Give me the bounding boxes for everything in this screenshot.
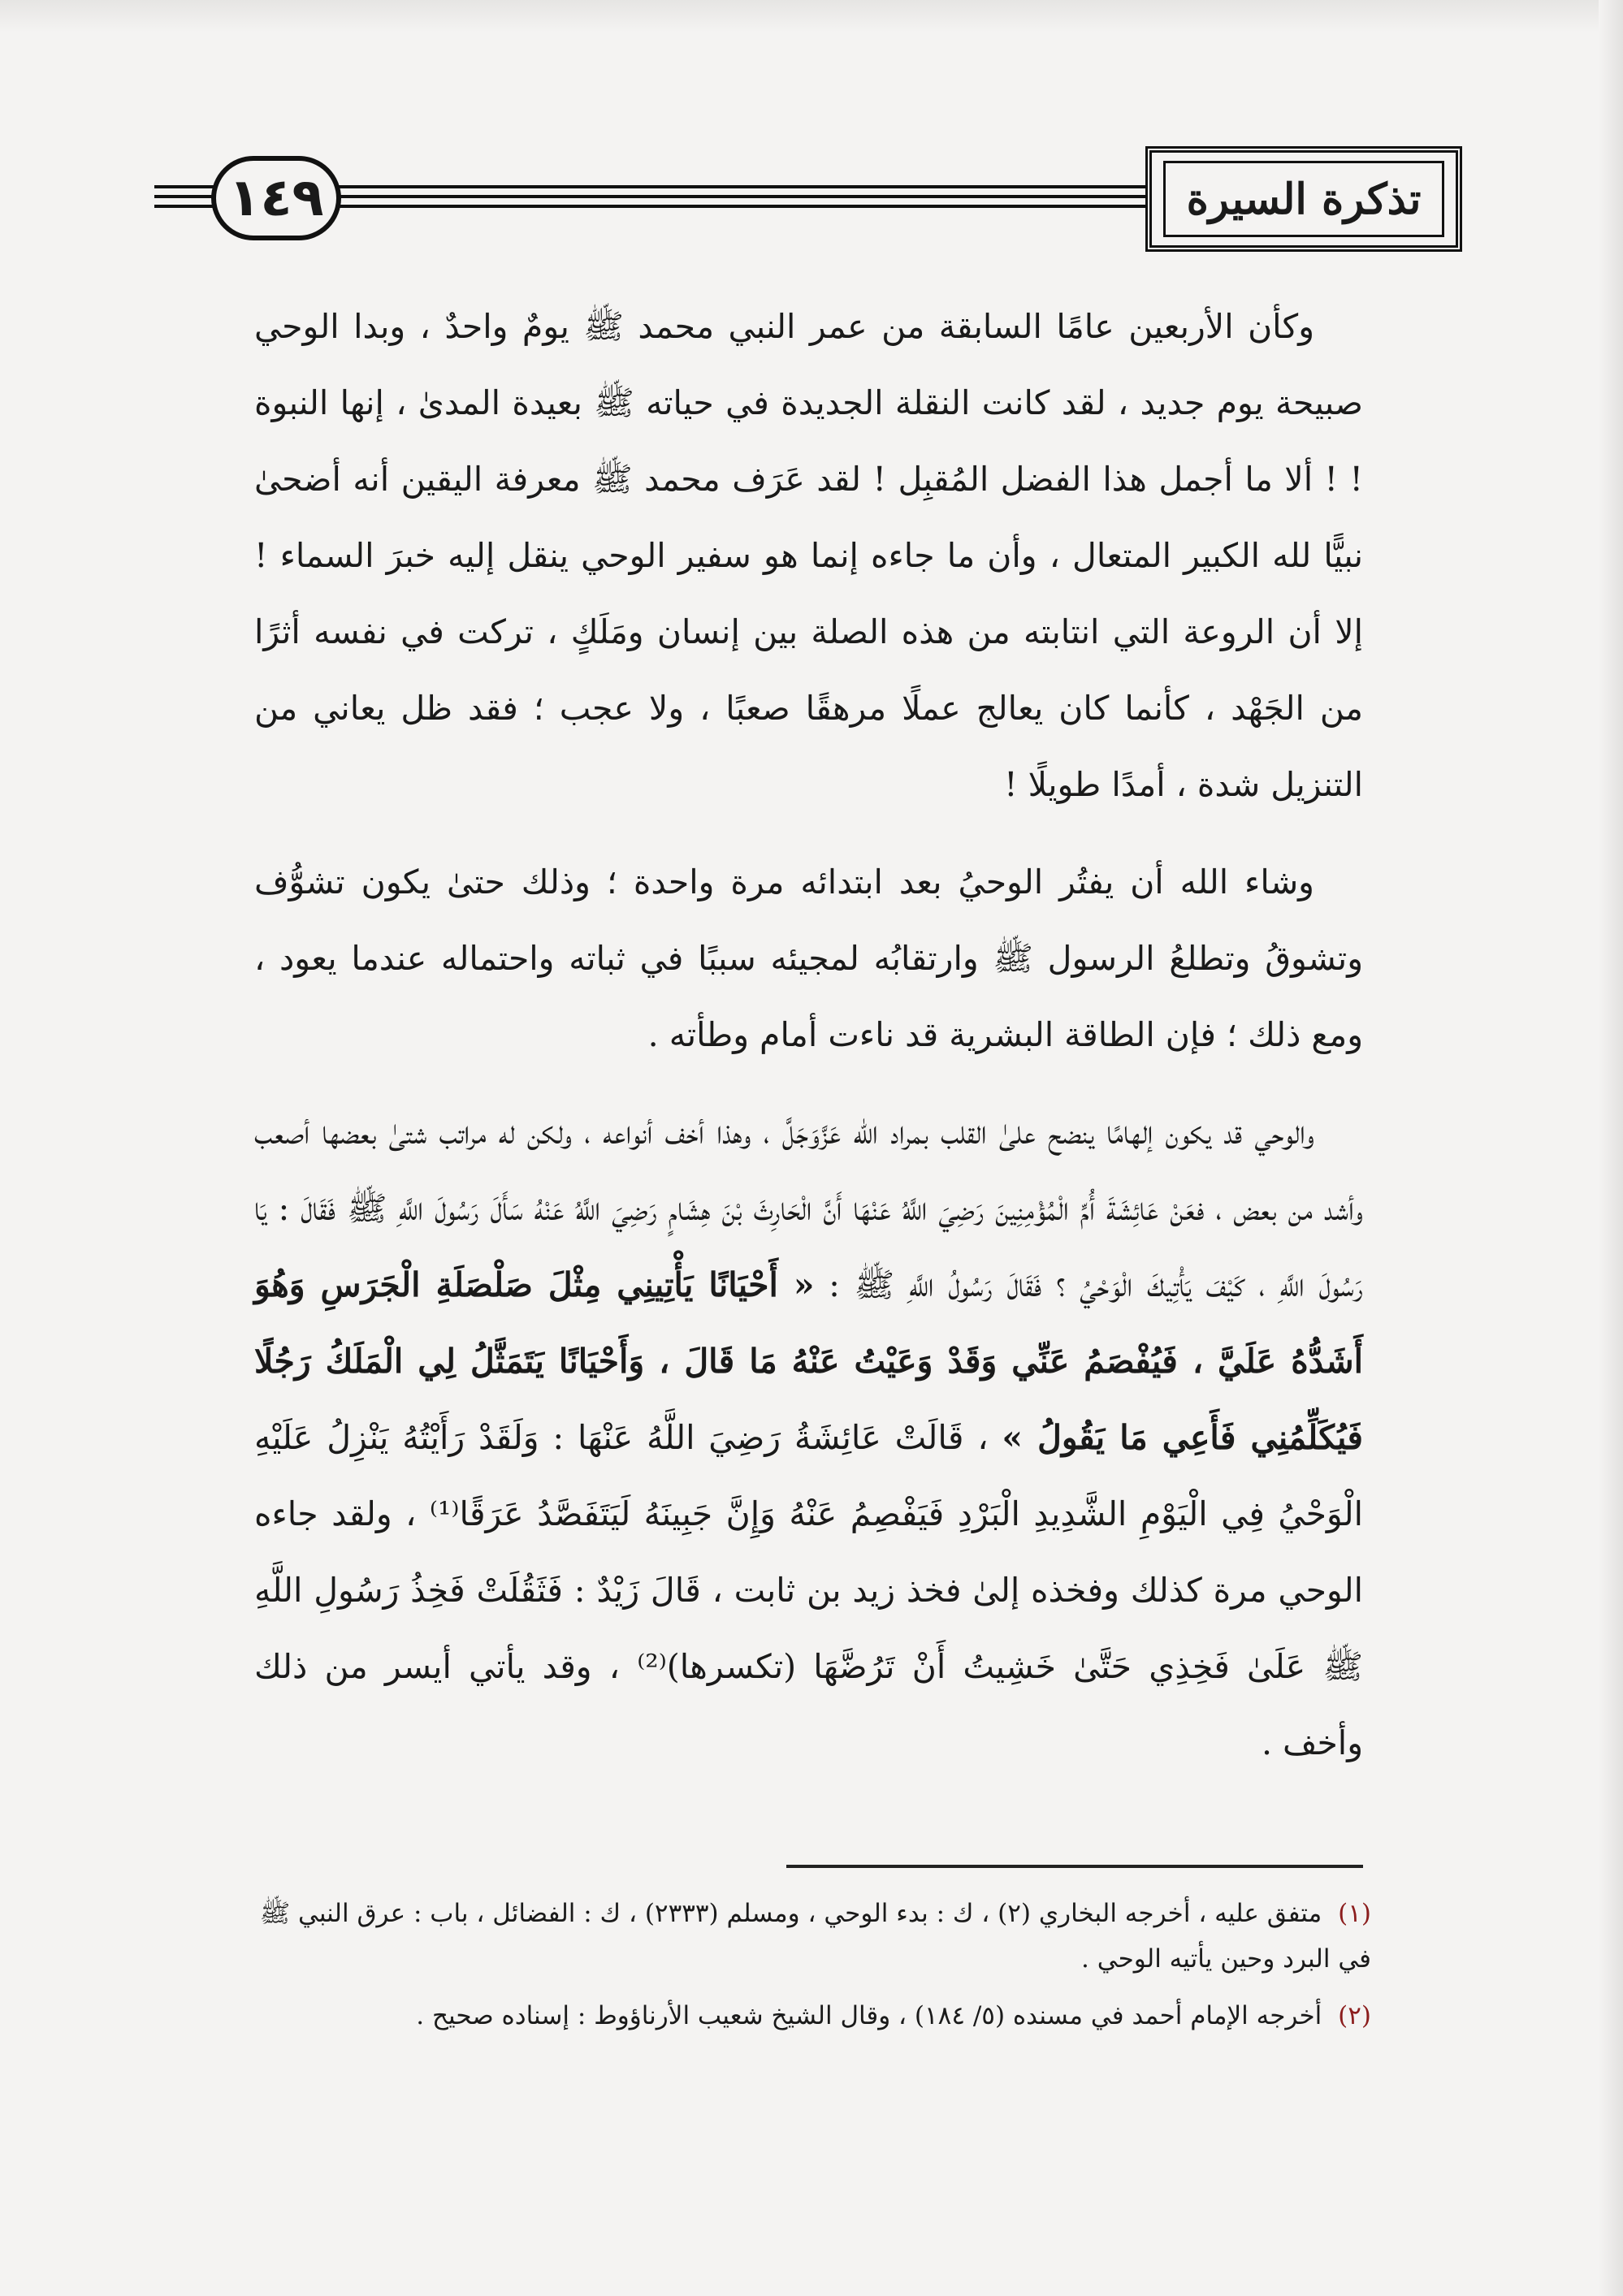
footnotes [250,1891,1371,2050]
page-edge-top [0,0,1623,32]
footnote-separator [786,1865,1363,1868]
paragraph-text: ، قَالَتْ عَائِشَةُ رَضِيَ اللَّهُ عَنْهَا : وَلَقَدْ رَأَيْتُهُ يَنْزِلُ عَلَيْهِ الْوَحْيُ فِي الْيَوْمِ الشَّدِيدِ الْبَرْدِ فَيَفْصِمُ عَنْهُ وَإِنَّ جَبِينَهُ لَيَتَفَصَّدُ عَرَقًا⁽¹⁾ ، ولقد جاءه الوحي مرة كذلك وفخذه إلىٰ فخذ زيد بن ثابت ، قَالَ زَيْدٌ : فَثَقُلَتْ فَخِذُ رَسُولِ اللَّهِ ﷺ عَلَىٰ فَخِذِي حَتَّىٰ خَشِيتُ أَنْ تَرُضَّهَا (تكسرها)⁽²⁾ ، وقد يأتي أيسر من ذلك وأخف . [254,1418,1363,1762]
footnote-number: (١) [1338,1899,1371,1928]
paragraph: وشاء الله أن يفتُر الوحيُ بعد ابتدائه مرة واحدة ؛ وذلك حتىٰ يكون تشوُّف وتشوقُ وتطلعُ الرسول ﷺ وارتقابُه لمجيئه سببًا في ثباته واحتماله عندما يعود ، ومع ذلك ؛ فإن الطاقة البشرية قد ناءت أمام وطأته . [254,863,1363,1054]
book-title-cartouche [1145,146,1462,252]
page-number [211,156,341,240]
footnote-text: أخرجه الإمام أحمد في مسنده (٥/ ١٨٤) ، وقال الشيخ شعيب الأرناؤوط : إسناده صحيح . [416,2001,1322,2030]
page-edge [1599,0,1623,2296]
footnote [250,1891,1371,1982]
book-title: تذكرة السيرة [1163,161,1444,237]
footnote-number: (٢) [1338,2001,1371,2030]
main-text [254,288,1363,1802]
header-rule [333,185,1145,188]
hadith-quote: « أَحْيَانًا يَأْتِينِي مِثْلَ صَلْصَلَةِ الْجَرَسِ وَهُوَ أَشَدُّهُ عَلَيَّ ، فَيُفْصَمُ عَنِّي وَقَدْ وَعَيْتُ عَنْهُ مَا قَالَ ، وَأَحْيَانًا يَتَمَثَّلُ لِي الْمَلَكُ رَجُلًا فَيُكَلِّمُنِي فَأَعِي مَا يَقُولُ » [254,1265,1363,1457]
paragraph: وكأن الأربعين عامًا السابقة من عمر النبي محمد ﷺ يومٌ واحدٌ ، وبدا الوحي صبيحة يوم جديد ، لقد كانت النقلة الجديدة في حياته ﷺ بعيدة المدىٰ ، إنها النبوة ! ! ألا ما أجمل هذا الفضل المُقبِل ! لقد عَرَف محمد ﷺ معرفة اليقين أنه أضحىٰ نبيًّا لله الكبير المتعال ، وأن ما جاءه إنما هو سفير الوحي ينقل إليه خبرَ السماء ! إلا أن الروعة التي انتابته من هذه الصلة بين إنسان ومَلَكٍ ، تركت في نفسه أثرًا من الجَهْد ، كأنما كان يعالج عملًا مرهقًا صعبًا ، ولا عجب ؛ فقد ظل يعاني من التنزيل شدة ، أمدًا طويلًا ! [254,307,1363,804]
paragraph [254,1094,1363,1781]
page-header [154,146,1462,260]
footnote [250,1993,1371,2039]
paragraph-text: والوحي قد يكون إلهامًا ينضح علىٰ القلب بمراد الله عَزَّوَجَلَّ ، وهذا أخف أنواعه ، ولكن له مراتب شتىٰ بعضها أصعب وأشد من بعض ، فعَنْ عَائِشَةَ أُمِّ الْمُؤْمِنِينَ رَضِيَ اللَّهُ عَنْهَا أَنَّ الْحَارِثَ بْنَ هِشَامٍ رَضِيَ اللَّهُ عَنْهُ سَأَلَ رَسُولَ اللَّهِ ﷺ فَقَالَ : يَا رَسُولَ اللَّهِ ، كَيْفَ يَأْتِيكَ الْوَحْيُ ؟ فَقَالَ رَسُولُ اللَّهِ ﷺ : [254,1113,1363,1304]
header-rule [333,195,1145,198]
footnote-text: متفق عليه ، أخرجه البخاري (٢) ، ك : بدء الوحي ، ومسلم (٢٣٣٣) ، ك : الفضائل ، باب : عرق النبي ﷺ في البرد وحين يأتيه الوحي . [259,1899,1371,1974]
page-number-text: ١٤٩ [228,168,324,228]
header-rule [333,205,1145,208]
